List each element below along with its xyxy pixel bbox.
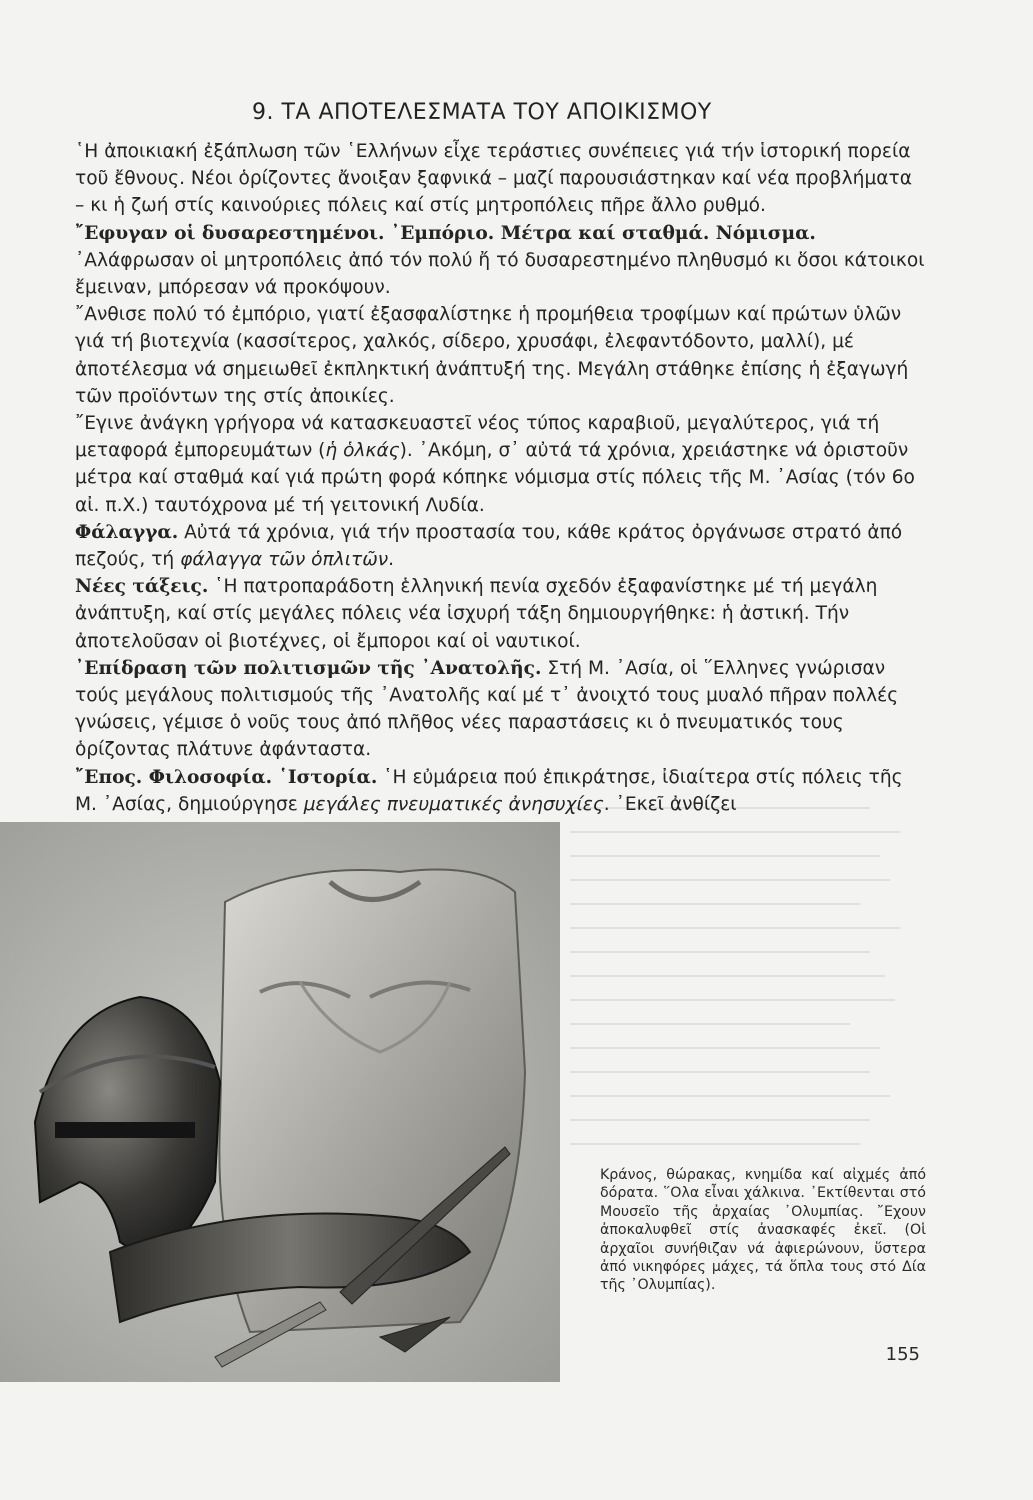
heading-epidrasi: ᾿Επίδραση τῶν πολιτισμῶν τῆς ᾿Ανατολῆς. [75,657,542,679]
heading-nees-taxeis: Νέες τάξεις. [75,576,209,598]
heading-epos: ῎Επος. Φιλοσοφία. ῾Ιστορία. [75,766,378,788]
armor-photo [0,822,560,1382]
text-emporio-2: ῎Εγινε ἀνάγκη γρήγορα νά κατασκευαστεῖ νέος τύπος καραβιοῦ, μεγαλύτερος, γιά τή μεταφορά ἐμπορευμάτων ( [75,413,880,462]
page-title: 9. ΤΑ ΑΠΟΤΕΛΕΣΜΑΤΑ ΤΟΥ ΑΠΟΙΚΙΣΜΟΥ [252,100,712,125]
text-epidrasi: Στή Μ. ᾿Ασία, οἱ ῞Ελληνες γνώρισαν τούς μεγάλους πολιτισμούς τῆς ᾿Ανατολῆς καί μέ τ᾿ ἀνοιχτό τους μυαλό πῆραν πολλές γνώσεις, γέμισε ὁ νοῦς τους ἀπό πλῆθος νέες παραστάσεις κι ὁ πνευματικός τους ὁρίζοντας πλάτυνε ἀφάνταστα. [75,657,899,761]
paragraph-epidrasi [75,655,927,764]
term-anisyxies: μεγάλες πνευματικές ἀνησυχίες [303,793,604,815]
body-text [75,138,927,818]
heading-efygan: ῎Εφυγαν οἱ δυσαρεστημένοι. ᾿Εμπόριο. Μέτρα καί σταθμά. Νόμισμα. [75,222,816,244]
term-falagga: φάλαγγα τῶν ὁπλιτῶν [180,549,389,571]
bronze-armor-image [0,822,560,1382]
paragraph-falagga [75,519,927,573]
text-epos-end: . ᾿Εκεῖ ἀνθίζει [603,793,737,815]
paragraph-emporio-1: ῎Ανθισε πολύ τό ἐμπόριο, γιατί ἐξασφαλίστηκε ἡ προμήθεια τροφίμων καί πρώτων ὑλῶν γιά τή βιοτεχνία (κασσίτερος, χαλκός, σίδερο, χρυσάφι, ἐλεφαντόδοντο, μαλλί), μέ ἀποτέλεσμα νά σημειωθεῖ ἐκπληκτική ἀνάπτυξή της. Μεγάλη στάθηκε ἐπίσης ἡ ἐξαγωγή τῶν προϊόντων της στίς ἀποικίες. [75,304,909,407]
page-number: 155 [885,1344,920,1365]
term-olkas: ἡ ὁλκάς [325,440,400,462]
text-emporio-3: ). ᾿Ακόμη, σ᾿ αὐτά τά χρόνια, χρειάστηκε νά ὁριστοῦν μέτρα καί σταθμά καί γιά πρώτη φορά κόπηκε νόμισμα στίς πόλεις τῆς Μ. ᾿Ασίας (τόν 6ο αἰ. π.Χ.) ταυτόχρονα μέ τή γειτονική Λυδία. [75,440,915,516]
intro-paragraph: ῾Η ἀποικιακή ἐξάπλωση τῶν ῾Ελλήνων εἶχε τεράστιες συνέπειες γιά τήν ἱστορική πορεία τοῦ ἔθνους. Νέοι ὁρίζοντες ἄνοιξαν ξαφνικά – μαζί παρουσιάστηκαν καί νέα προβλήματα – κι ἡ ζωή στίς καινούριες πόλεις καί στίς μητροπόλεις πῆρε ἄλλο ρυθμό. [75,141,912,217]
heading-falagga: Φάλαγγα. [75,521,179,543]
text-nees-taxeis: ῾Η πατροπαράδοτη ἑλληνική πενία σχεδόν ἐξαφανίστηκε μέ τή μεγάλη ἀνάπτυξη, καί στίς μεγάλες πόλεις νέα ἰσχυρή τάξη δημιουργήθηκε: ἡ ἀστική. Τήν ἀποτελοῦσαν οἱ βιοτέχνες, οἱ ἔμποροι καί οἱ ναυτικοί. [75,576,878,652]
text-falagga: Αὐτά τά χρόνια, γιά τήν προστασία του, κάθε κράτος ὀργάνωσε στρατό ἀπό πεζούς, τή [75,521,903,571]
figure-caption: Κράνος, θώρακας, κνημίδα καί αἰχμές ἀπό δόρατα. ῞Ολα εἶναι χάλκινα. ᾿Εκτίθενται στό Μουσεῖο τῆς ἀρχαίας ᾿Ολυμπίας. ῎Εχουν ἀποκαλυφθεῖ στίς ἀνασκαφές ἐκεῖ. (Οἱ ἀρχαῖοι συνήθιζαν νά ἀφιερώνουν, ὕστερα ἀπό νικηφόρες μάχες, τά ὅπλα τους στό Δία τῆς ᾿Ολυμπίας). [600,1167,926,1294]
text-epos: ῾Η εὐμάρεια πού ἐπικράτησε, ἰδιαίτερα στίς πόλεις τῆς Μ. ᾿Ασίας, δημιούργησε [75,766,903,815]
text-falagga-end: . [388,549,395,571]
paragraph-nees-taxeis [75,573,927,655]
paragraph-emporio-2 [75,410,927,519]
text-efygan: ᾿Αλάφρωσαν οἱ μητροπόλεις ἀπό τόν πολύ ἤ τό δυσαρεστημένο πληθυσμό κι ὅσοι κάτοικοι ἔμειναν, μπόρεσαν νά προκόψουν. [75,249,925,299]
show-through-text [560,785,920,1205]
paragraph-efygan [75,220,927,302]
